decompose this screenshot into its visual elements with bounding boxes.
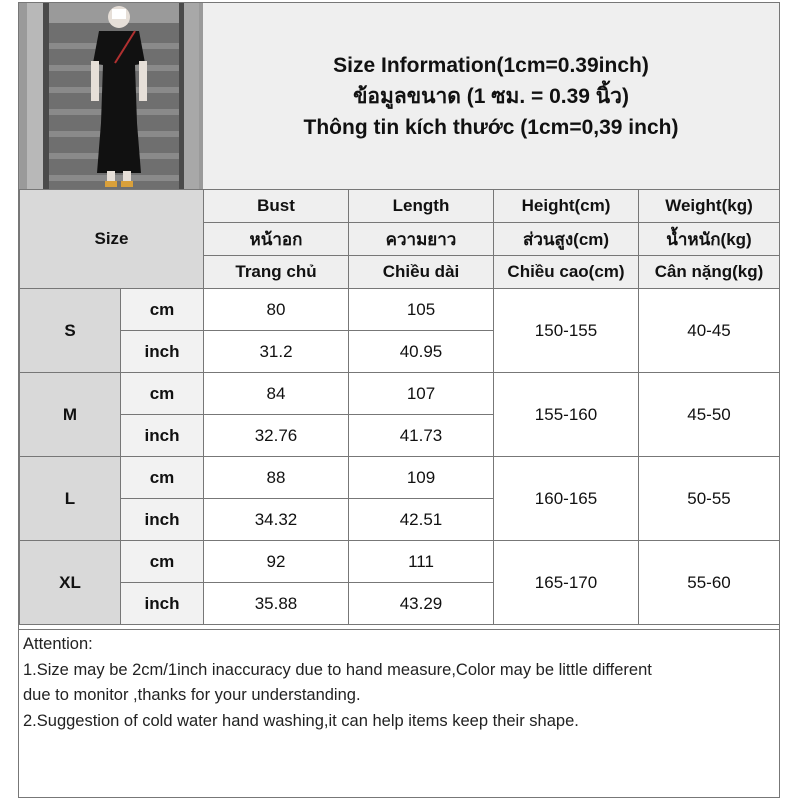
height-range: 165-170 <box>494 541 639 625</box>
height-range: 160-165 <box>494 457 639 541</box>
size-column-header: Size <box>20 190 204 289</box>
size-label: XL <box>20 541 121 625</box>
table-row <box>20 457 780 499</box>
table-row <box>20 541 780 583</box>
table-row <box>20 373 780 415</box>
header-length-vietnamese: Chiều dài <box>349 256 494 289</box>
header-weight-vietnamese: Cân nặng(kg) <box>639 256 780 289</box>
weight-range: 50-55 <box>639 457 780 541</box>
header-height-vietnamese: Chiều cao(cm) <box>494 256 639 289</box>
title-english: Size Information(1cm=0.39inch) <box>333 53 649 77</box>
weight-range: 40-45 <box>639 289 780 373</box>
unit-label: cm <box>121 289 204 331</box>
attention-notes <box>19 629 779 797</box>
note-washing: 2.Suggestion of cold water hand washing,it can help items keep their shape. <box>23 711 579 730</box>
bust-value: 34.32 <box>204 499 349 541</box>
height-range: 155-160 <box>494 373 639 457</box>
bust-value: 88 <box>204 457 349 499</box>
size-label: M <box>20 373 121 457</box>
product-photo-illustration <box>19 3 203 189</box>
bust-value: 32.76 <box>204 415 349 457</box>
length-value: 43.29 <box>349 583 494 625</box>
header-row-english <box>20 190 780 223</box>
header-bust: Bust <box>204 190 349 223</box>
header-height: Height(cm) <box>494 190 639 223</box>
title-block <box>203 3 779 189</box>
bust-value: 35.88 <box>204 583 349 625</box>
weight-range: 45-50 <box>639 373 780 457</box>
length-value: 111 <box>349 541 494 583</box>
title-thai: ข้อมูลขนาด (1 ซม. = 0.39 นิ้ว) <box>353 84 629 108</box>
unit-label: inch <box>121 331 204 373</box>
unit-label: cm <box>121 457 204 499</box>
bust-value: 31.2 <box>204 331 349 373</box>
header-length-thai: ความยาว <box>349 223 494 256</box>
unit-label: cm <box>121 373 204 415</box>
length-value: 109 <box>349 457 494 499</box>
size-label: S <box>20 289 121 373</box>
header-weight: Weight(kg) <box>639 190 780 223</box>
bust-value: 84 <box>204 373 349 415</box>
length-value: 105 <box>349 289 494 331</box>
note-measurement-continued: due to monitor ,thanks for your understanding. <box>23 686 361 704</box>
header-bust-thai: หน้าอก <box>204 223 349 256</box>
unit-label: inch <box>121 583 204 625</box>
bust-value: 92 <box>204 541 349 583</box>
size-label: L <box>20 457 121 541</box>
header-height-thai: ส่วนสูง(cm) <box>494 223 639 256</box>
length-value: 40.95 <box>349 331 494 373</box>
size-chart-sheet <box>18 2 780 798</box>
note-measurement: 1.Size may be 2cm/1inch inaccuracy due to hand measure,Color may be little different <box>23 660 652 679</box>
bust-value: 80 <box>204 289 349 331</box>
title-vietnamese: Thông tin kích thước (1cm=0,39 inch) <box>303 115 679 139</box>
header-length: Length <box>349 190 494 223</box>
header-weight-thai: น้ำหนัก(kg) <box>639 223 780 256</box>
length-value: 42.51 <box>349 499 494 541</box>
length-value: 107 <box>349 373 494 415</box>
length-value: 41.73 <box>349 415 494 457</box>
header-bust-vietnamese: Trang chủ <box>204 256 349 289</box>
size-table <box>19 189 780 625</box>
unit-label: inch <box>121 415 204 457</box>
unit-label: cm <box>121 541 204 583</box>
weight-range: 55-60 <box>639 541 780 625</box>
notes-heading: Attention: <box>23 635 93 653</box>
height-range: 150-155 <box>494 289 639 373</box>
unit-label: inch <box>121 499 204 541</box>
product-photo <box>19 3 204 189</box>
table-row <box>20 289 780 331</box>
